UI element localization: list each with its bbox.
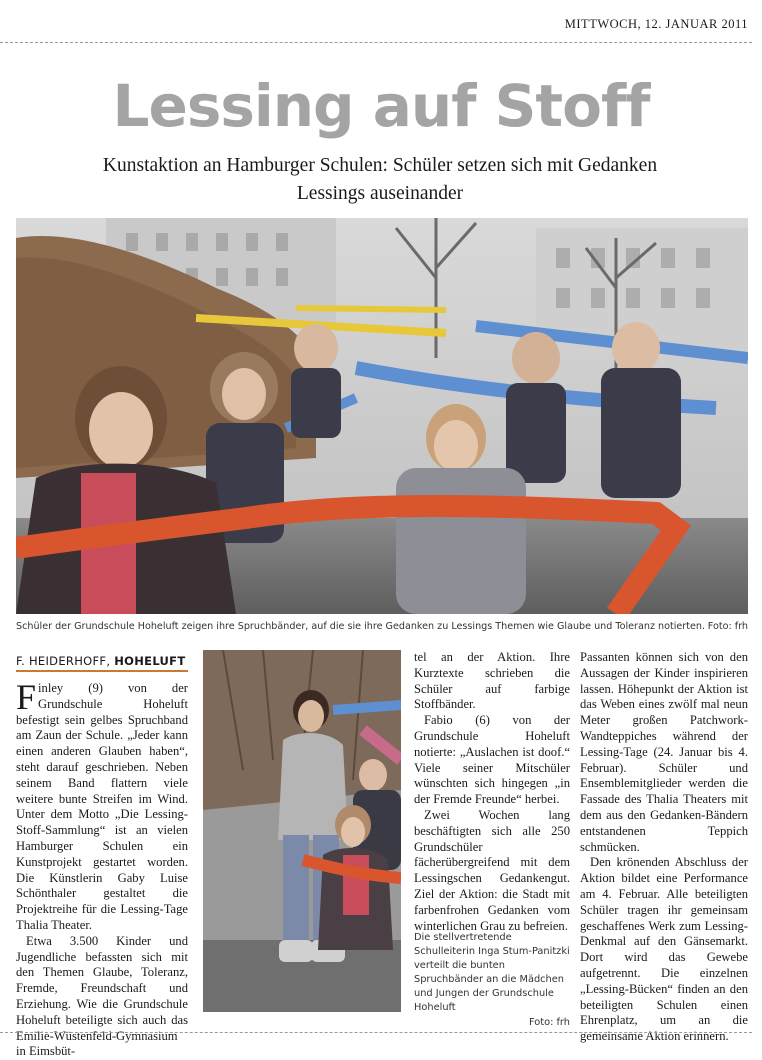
subheadline: Kunstaktion an Hamburger Schulen: Schüler setzen sich mit Gedanken Lessings auseinander [102,155,658,204]
article-paragraph: Den krönenden Abschluss der Aktion bildet eine Performance am 4. Februar. Alle beteiligten Schüler tragen ihr gemeinsam geschaffenes Werk zum Lessing-Denkmal auf den Gänsemarkt. Dort wird das Gewebe aufgetrennt. Die einzelnen „Lessing-Bücken“ finden an den beteiligten Schulen einen Ehrenplatz, um an die gemeinsame Aktion erinnern. [580,855,748,1044]
article-paragraph: Finley (9) von der Grundschule Hoheluft befestigt sein gelbes Spruchband am Zaun der Schule. „Jeder kann einen anderen Glauben haben“, steht darauf geschrieben. Neben seinem Band flattern viele weitere bunte Streifen im Wind. Unter dem Motto „Die Lessing-Stoff-Sammlung“ ist an vielen Hamburger Schulen ein Kunstprojekt gestartet worden. Die Künstlerin Gaby Luise Schönthaler gestaltet die Projektreihe für die Lessing-Tage Thalia Theater. [16,677,188,932]
main-photo-credit: Foto: frh [707,621,748,632]
article-paragraph: Passanten können sich von den Aussagen der Kinder inspirieren lassen. Höhepunkt der Aktion ist das Weben eines zwölf mal neun Meter großen Patchwork-Wandteppiches während der Lessing-Tage (24. Januar bis 4. Februar). Schüler und Ensemblemitglieder werden die Fassade des Thalia Theaters mit dem aus den Gedanken-Bändern entstandenen Teppich schmücken. [580,650,748,854]
second-photo-credit: Foto: frh [528,1017,570,1028]
byline-location: HOHELUFT [114,654,186,668]
byline-rule [16,670,188,672]
article-paragraph: Zwei Wochen lang beschäftigten sich alle 250 Grundschüler fächerübergreifend mit dem Lessingschen Gedankengut. Ziel der Aktion: die Stadt mit farbenfrohen Gedanken vom winterlichen Grau zu befreien. [414,807,570,933]
second-photo-caption-text: Die stellvertretende Schulleiterin Inga Stum-Panitzki verteilt die bunten Spruchbänder an die Mädchen und Jungen der Grundschule Hoheluft [414,932,570,1013]
main-photo [16,218,748,614]
article-column-1 [16,677,188,1060]
article-paragraph: Etwa 3.500 Kinder und Jugendliche befassten sich mit den Themen Glaube, Toleranz, Fremde, Freundschaft und Erziehung. Wie die Grundschule Hoheluft beteiligte sich auch das Emilie-Wüstenfeld-Gymnasium in Eimsbüt- [16,933,188,1059]
article-column-3 [414,650,570,934]
dateline: MITTWOCH, 12. JANUAR 2011 [564,17,748,31]
main-photo-caption [16,621,748,632]
top-divider [0,42,752,43]
headline: Lessing auf Stoff [112,72,650,140]
article-paragraph: Fabio (6) von der Grundschule Hoheluft notierte: „Auslachen ist doof.“ Viele seiner Mitschüler wünschten sich hingegen „in der Fremde Freunde“ herbei. [414,713,570,807]
drop-cap: F [16,677,37,717]
article-column-4 [580,650,748,1045]
article-paragraph: tel an der Aktion. Ihre Kurztexte schrieben die Schüler auf farbige Stoffbänder. [414,650,570,712]
second-photo-caption [414,931,570,1030]
byline-author: F. HEIDERHOFF, [16,654,111,668]
main-photo-caption-text: Schüler der Grundschule Hoheluft zeigen ihre Spruchbänder, auf die sie ihre Gedanken zu Lessings Themen wie Glaube und Toleranz notierten. [16,621,706,632]
second-photo [203,650,401,1012]
byline [16,654,186,668]
bottom-divider [0,1032,752,1033]
